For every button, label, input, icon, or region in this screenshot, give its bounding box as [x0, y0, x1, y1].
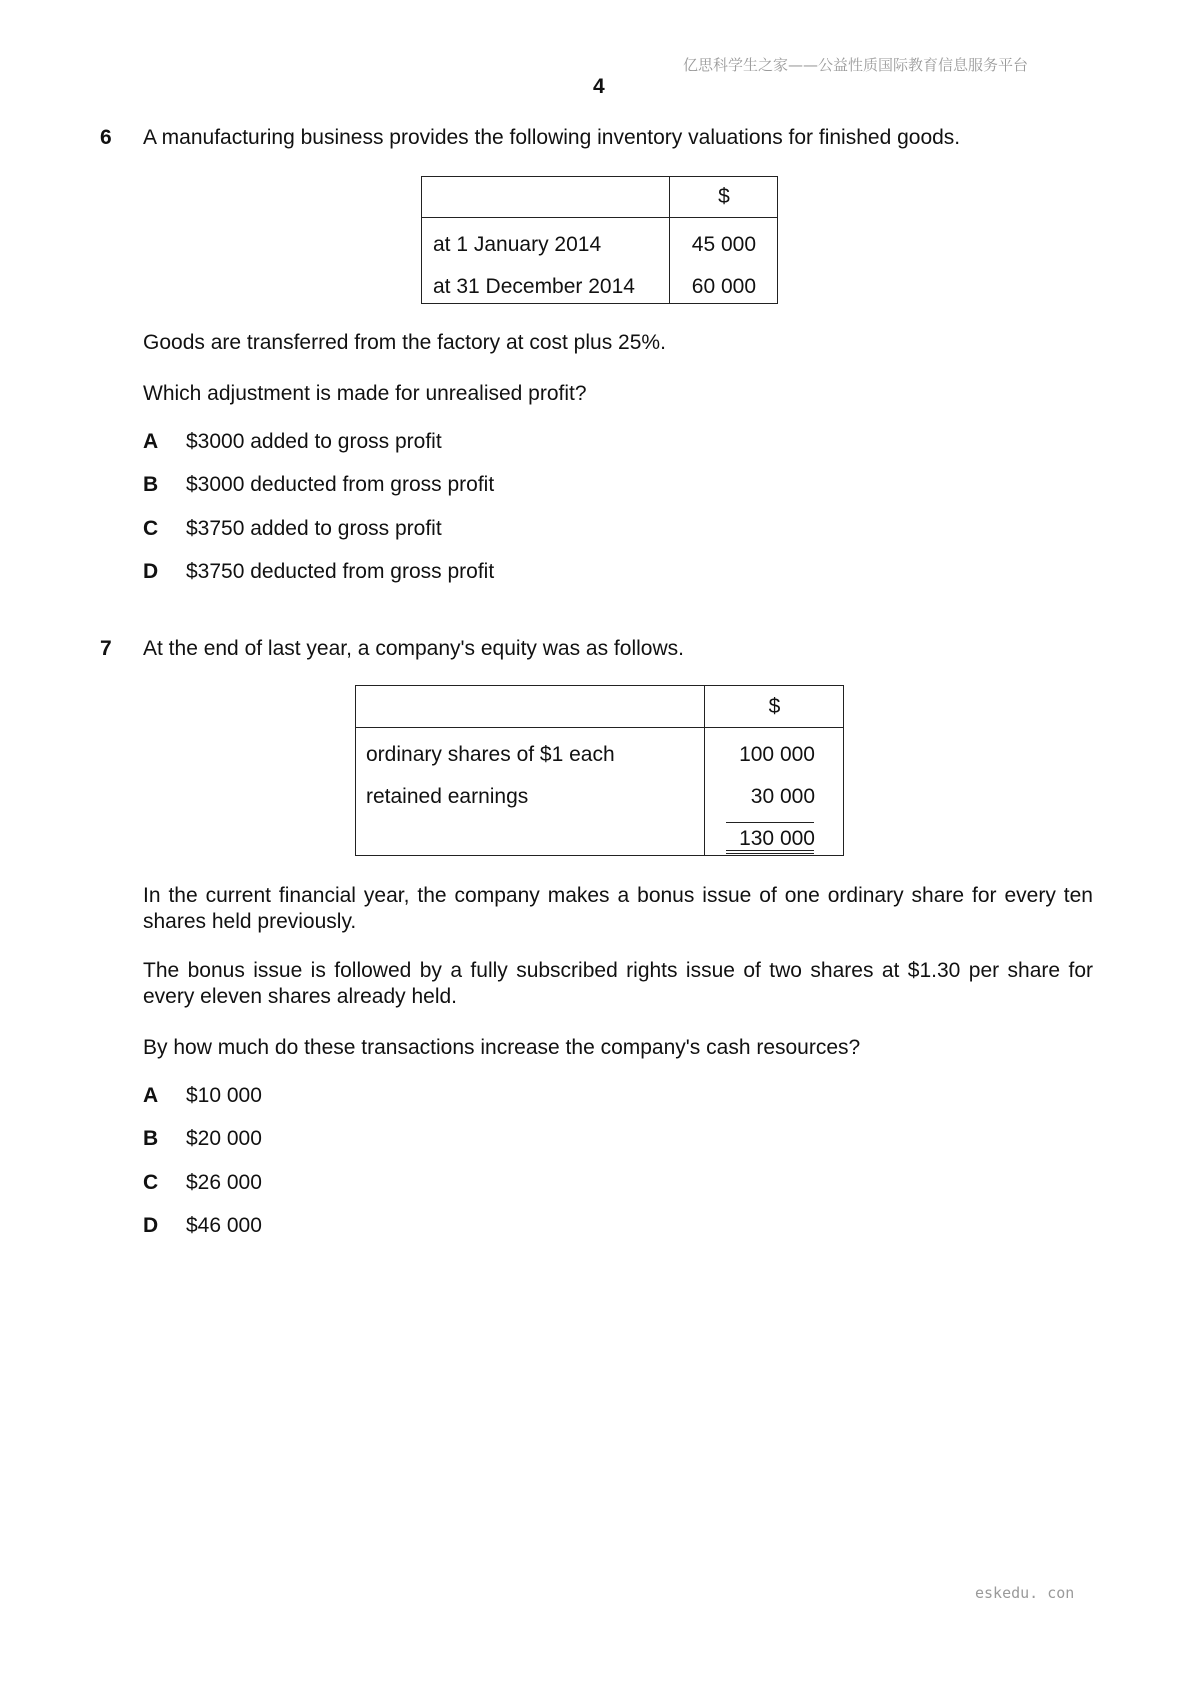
question-7-paragraph-1: In the current financial year, the company makes a bonus issue of one ordinary share for every ten shares held previously. — [143, 884, 1093, 933]
equity-row-label: retained earnings — [366, 785, 529, 808]
option-text[interactable]: $20 000 — [186, 1127, 262, 1150]
total-rule-bottom-2 — [726, 853, 814, 854]
option-text[interactable]: $3000 deducted from gross profit — [186, 473, 495, 496]
option-text[interactable]: $3000 added to gross profit — [186, 430, 442, 453]
option-text[interactable]: $26 000 — [186, 1171, 262, 1194]
option-text[interactable]: $46 000 — [186, 1214, 262, 1237]
equity-row-value: 30 000 — [750, 785, 815, 808]
question-7-paragraph-2: The bonus issue is followed by a fully subscribed rights issue of two shares at $1.30 per share for every eleven shares already held. — [143, 959, 1093, 1008]
option-letter[interactable]: B — [143, 1127, 159, 1150]
inventory-row-label: at 31 December 2014 — [433, 275, 635, 298]
question-6-prompt: Which adjustment is made for unrealised profit? — [143, 382, 587, 405]
question-6-stem: A manufacturing business provides the following inventory valuations for finished goods. — [143, 126, 961, 149]
option-text[interactable]: $3750 deducted from gross profit — [186, 560, 495, 583]
option-letter[interactable]: C — [143, 517, 159, 540]
footer-site: eskedu. con — [975, 1584, 1075, 1602]
inventory-row-label: at 1 January 2014 — [433, 233, 602, 256]
option-letter[interactable]: C — [143, 1171, 159, 1194]
option-letter[interactable]: D — [143, 560, 159, 583]
question-7-stem: At the end of last year, a company's equity was as follows. — [143, 637, 684, 660]
option-letter[interactable]: A — [143, 1084, 159, 1107]
question-6-number: 6 — [100, 126, 112, 149]
inventory-table-currency-header: $ — [718, 185, 730, 208]
equity-table-currency-header: $ — [768, 695, 781, 718]
option-text[interactable]: $10 000 — [186, 1084, 262, 1107]
inventory-row-value: 45 000 — [691, 233, 756, 256]
equity-row-value: 100 000 — [739, 743, 815, 766]
option-text[interactable]: $3750 added to gross profit — [186, 517, 442, 540]
option-letter[interactable]: A — [143, 430, 159, 453]
question-7-number: 7 — [100, 637, 112, 660]
question-7-prompt: By how much do these transactions increase the company's cash resources? — [143, 1036, 861, 1059]
question-6-note: Goods are transferred from the factory at cost plus 25%. — [143, 331, 666, 354]
watermark-header: 亿思科学生之家——公益性质国际教育信息服务平台 — [683, 56, 1029, 74]
total-rule-top — [726, 822, 814, 823]
option-letter[interactable]: B — [143, 473, 159, 496]
equity-row-label: ordinary shares of $1 each — [366, 743, 615, 766]
page-number: 4 — [593, 75, 605, 98]
total-rule-bottom-1 — [726, 850, 814, 851]
inventory-row-value: 60 000 — [691, 275, 756, 298]
equity-total-value: 130 000 — [739, 827, 815, 850]
option-letter[interactable]: D — [143, 1214, 159, 1237]
